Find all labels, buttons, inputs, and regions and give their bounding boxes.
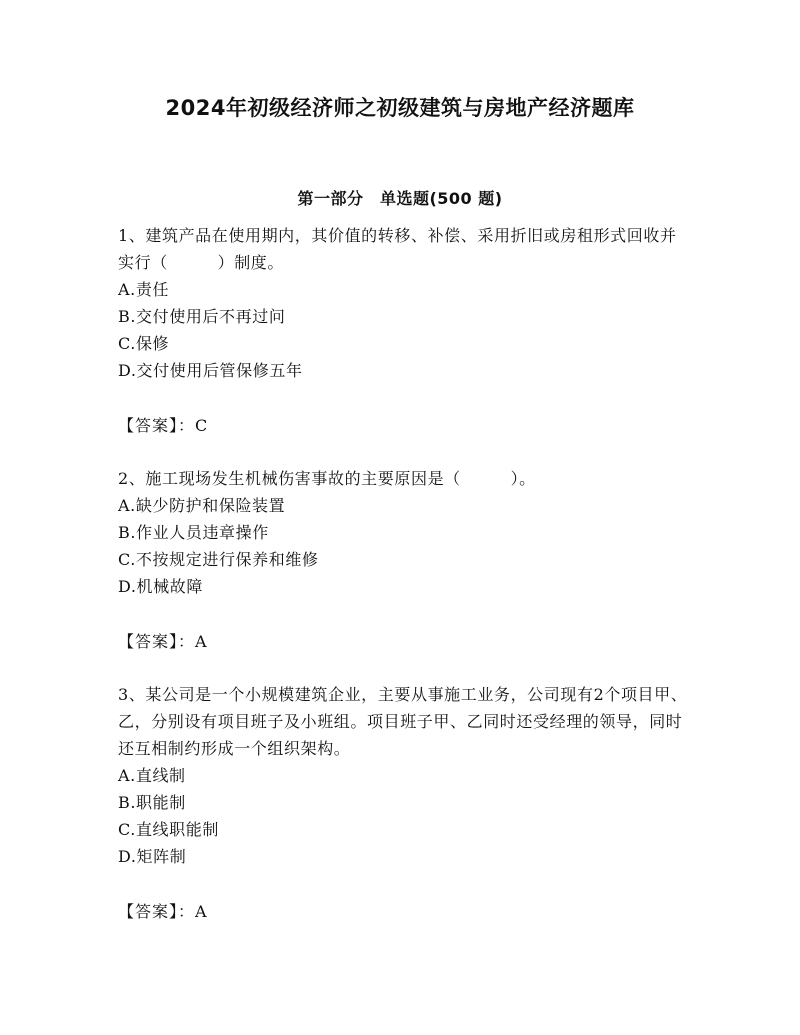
- question-list: [118, 222, 693, 951]
- question-stem: 2、施工现场发生机械伤害事故的主要原因是（ ）。: [118, 469, 536, 488]
- answer-value: C: [195, 416, 208, 435]
- question-1: [118, 222, 693, 439]
- answer-value: A: [195, 632, 208, 651]
- option-a: A.缺少防护和保险装置: [118, 496, 286, 515]
- answer-line: [118, 898, 693, 925]
- option-d: D.交付使用后管保修五年: [118, 361, 303, 380]
- option-b: B.职能制: [118, 793, 186, 812]
- document-title: 2024年初级经济师之初级建筑与房地产经济题库: [165, 96, 635, 120]
- answer-line: [118, 412, 693, 439]
- option-c: C.保修: [118, 334, 170, 353]
- section-title: 第一部分 单选题(500 题): [297, 189, 503, 208]
- option-a: A.直线制: [118, 766, 186, 785]
- question-stem: 3、某公司是一个小规模建筑企业，主要从事施工业务，公司现有2个项目甲、乙，分别设有项目班子及小班组。项目班子甲、乙同时还受经理的领导，同时还互相制约形成一个组织架构。: [118, 685, 688, 758]
- option-d: D.机械故障: [118, 577, 203, 596]
- option-b: B.交付使用后不再过问: [118, 307, 286, 326]
- answer-label: 【答案】：: [118, 902, 196, 921]
- answer-value: A: [195, 902, 208, 921]
- answer-label: 【答案】：: [118, 632, 196, 651]
- option-b: B.作业人员违章操作: [118, 523, 269, 542]
- option-c: C.直线职能制: [118, 820, 219, 839]
- option-c: C.不按规定进行保养和维修: [118, 550, 319, 569]
- question-2: [118, 465, 693, 655]
- question-3: [118, 681, 693, 925]
- option-a: A.责任: [118, 280, 170, 299]
- answer-line: [118, 628, 693, 655]
- question-stem: 1、建筑产品在使用期内，其价值的转移、补偿、采用折旧或房租形式回收并实行（ ）制度。: [118, 226, 677, 272]
- answer-label: 【答案】：: [118, 416, 196, 435]
- option-d: D.矩阵制: [118, 847, 187, 866]
